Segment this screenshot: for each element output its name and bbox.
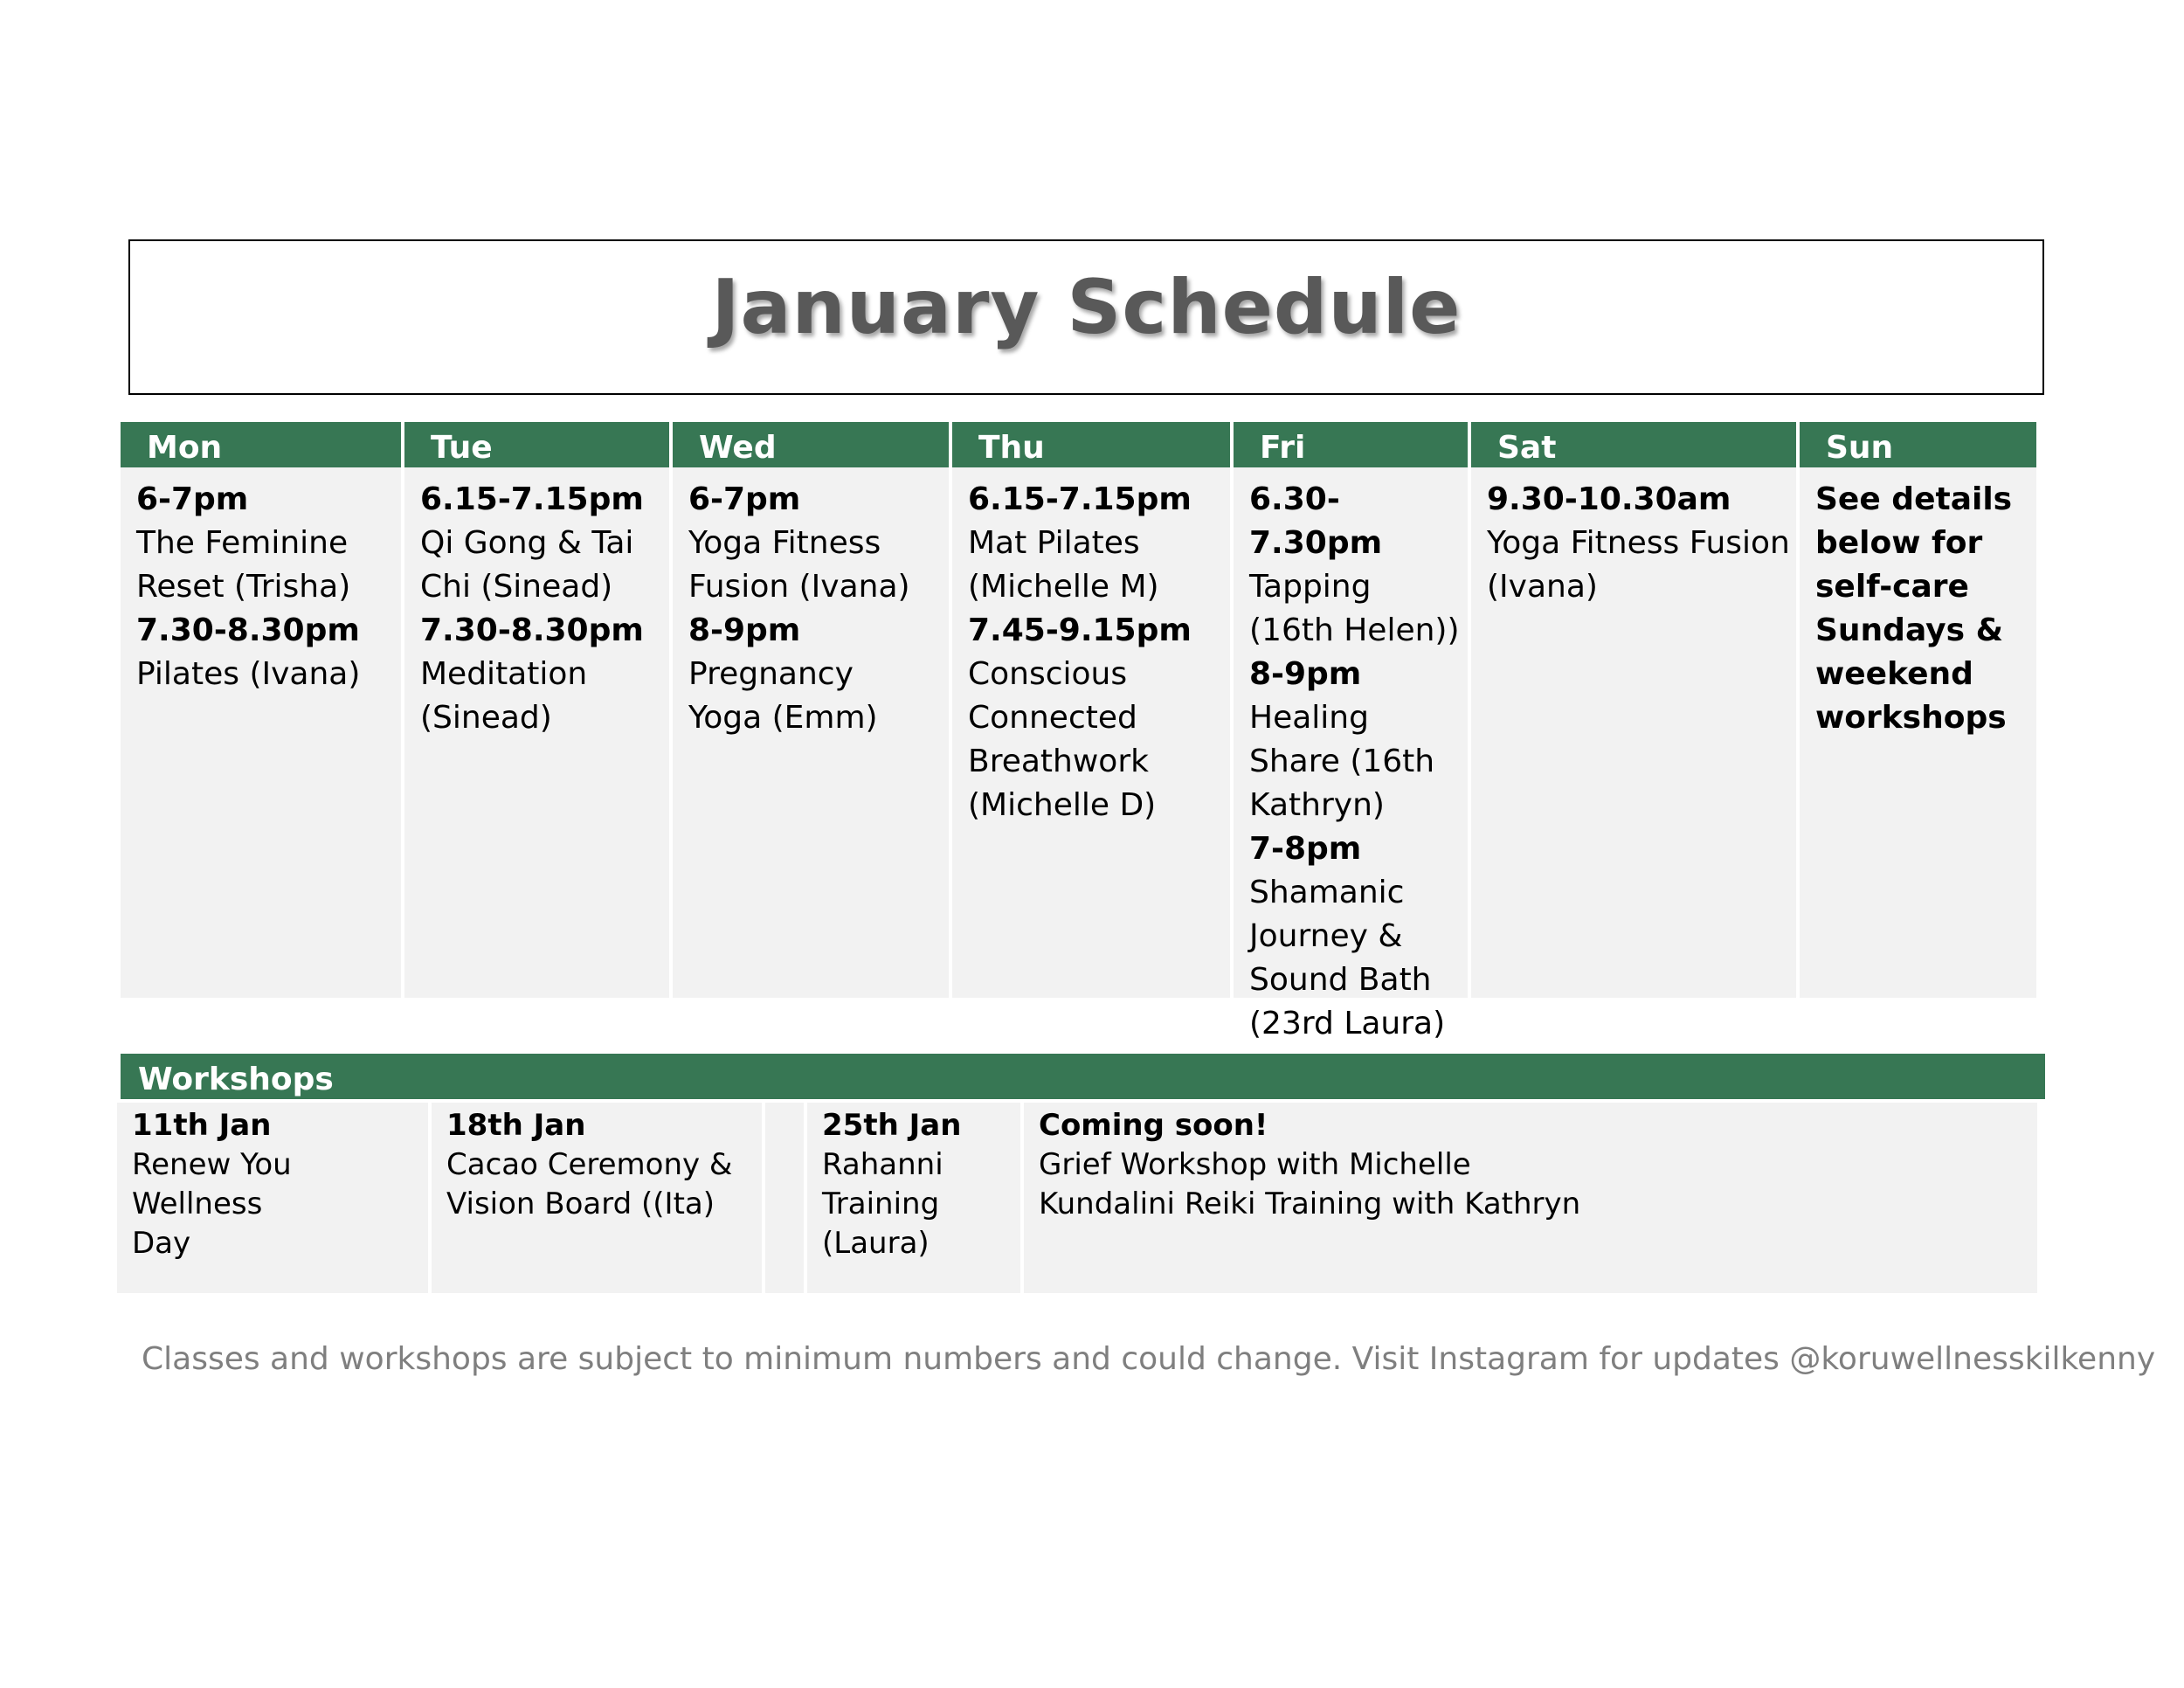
class-line: Kathryn) — [1249, 787, 1385, 823]
class-line: Yoga (Emm) — [688, 700, 878, 736]
class-line: Reset (Trisha) — [136, 569, 351, 605]
class-line: Yoga Fitness — [688, 525, 881, 561]
day-body-sat — [1471, 467, 1796, 609]
class-line: (23rd Laura) — [1249, 1006, 1446, 1041]
workshop-line: Training — [822, 1186, 940, 1221]
workshop-date: 18th Jan — [446, 1108, 586, 1143]
page-title: January Schedule — [711, 264, 1462, 351]
class-line: (Sinead) — [420, 700, 552, 736]
day-header-sat: Sat — [1471, 422, 1796, 467]
class-line: Healing — [1249, 700, 1369, 736]
sunday-note-line: self-care — [1815, 569, 1969, 605]
workshop-line: Day — [132, 1226, 191, 1261]
workshop-date: 11th Jan — [132, 1108, 272, 1143]
class-line: Connected — [968, 700, 1137, 736]
class-time: 8-9pm — [1249, 656, 1362, 692]
class-line: Shamanic — [1249, 875, 1405, 910]
workshop-cell-coming-soon — [1024, 1103, 2037, 1293]
class-time: 6-7pm — [136, 481, 249, 517]
workshop-line: Cacao Ceremony & — [446, 1147, 733, 1182]
class-line: Fusion (Ivana) — [688, 569, 910, 605]
day-header-tue: Tue — [404, 422, 669, 467]
workshop-cell-3 — [807, 1103, 1020, 1293]
workshop-date: Coming soon! — [1039, 1108, 1268, 1143]
day-column-fri — [1234, 422, 1468, 1041]
day-header-wed: Wed — [673, 422, 949, 467]
class-time: 7.45-9.15pm — [968, 612, 1192, 648]
day-body-mon — [121, 467, 401, 696]
day-column-sat — [1471, 422, 1796, 998]
sunday-note-line: workshops — [1815, 700, 2007, 736]
workshop-date: 25th Jan — [822, 1108, 962, 1143]
class-line: Qi Gong & Tai — [420, 525, 634, 561]
class-line: Pregnancy — [688, 656, 854, 692]
workshop-line: Renew You Wellness — [132, 1147, 292, 1221]
sunday-note-line: See details — [1815, 481, 2013, 517]
class-line: Journey & — [1249, 918, 1403, 954]
day-column-tue — [404, 422, 669, 998]
workshop-cell-1 — [117, 1103, 428, 1293]
day-header-mon: Mon — [121, 422, 401, 467]
class-line: Breathwork — [968, 744, 1149, 779]
class-time: 6.15-7.15pm — [968, 481, 1192, 517]
day-column-mon — [121, 422, 401, 998]
class-line: Yoga Fitness Fusion — [1487, 525, 1790, 561]
class-line: (Michelle D) — [968, 787, 1157, 823]
day-header-thu: Thu — [952, 422, 1230, 467]
class-time: 8-9pm — [688, 612, 801, 648]
class-time: 7.30-8.30pm — [136, 612, 360, 648]
workshop-spacer-cell — [765, 1103, 804, 1293]
day-body-wed — [673, 467, 949, 740]
day-body-sun — [1800, 467, 2036, 740]
day-body-tue — [404, 467, 669, 740]
class-line: Mat Pilates — [968, 525, 1140, 561]
class-line: Pilates (Ivana) — [136, 656, 361, 692]
workshop-line: Kundalini Reiki Training with Kathryn — [1039, 1186, 1581, 1221]
class-line: Chi (Sinead) — [420, 569, 613, 605]
sunday-note-line: Sundays & — [1815, 612, 2003, 648]
class-time: 6.30-7.30pm — [1249, 481, 1383, 561]
class-time: 6-7pm — [688, 481, 801, 517]
class-line: Meditation — [420, 656, 588, 692]
class-time: 7-8pm — [1249, 831, 1362, 867]
day-body-fri — [1234, 467, 1468, 1046]
class-line: The Feminine — [136, 525, 349, 561]
class-time: 7.30-8.30pm — [420, 612, 644, 648]
workshop-line: Rahanni — [822, 1147, 943, 1182]
class-line: (Michelle M) — [968, 569, 1159, 605]
day-header-fri: Fri — [1234, 422, 1468, 467]
day-column-sun — [1800, 422, 2036, 998]
class-line: Tapping — [1249, 569, 1372, 605]
class-line: Sound Bath — [1249, 962, 1432, 998]
sunday-note-line: weekend — [1815, 656, 1973, 692]
workshop-line: Vision Board ((Ita) — [446, 1186, 715, 1221]
workshops-header: Workshops — [121, 1054, 2045, 1099]
day-column-thu — [952, 422, 1230, 998]
class-time: 6.15-7.15pm — [420, 481, 644, 517]
workshop-line: Grief Workshop with Michelle — [1039, 1147, 1471, 1182]
workshop-cell-2 — [432, 1103, 762, 1293]
class-time: 9.30-10.30am — [1487, 481, 1731, 517]
sunday-note-line: below for — [1815, 525, 1983, 561]
workshop-line: (Laura) — [822, 1226, 930, 1261]
title-box — [128, 239, 2044, 395]
class-line: Share (16th — [1249, 744, 1435, 779]
day-header-sun: Sun — [1800, 422, 2036, 467]
day-body-thu — [952, 467, 1230, 827]
day-column-wed — [673, 422, 949, 998]
class-line: (16th Helen)) — [1249, 612, 1460, 648]
class-line: (Ivana) — [1487, 569, 1598, 605]
footer-note: Classes and workshops are subject to minimum numbers and could change. Visit Instagram for updates @koruwellnesskilkenny — [142, 1341, 2156, 1377]
class-line: Conscious — [968, 656, 1128, 692]
